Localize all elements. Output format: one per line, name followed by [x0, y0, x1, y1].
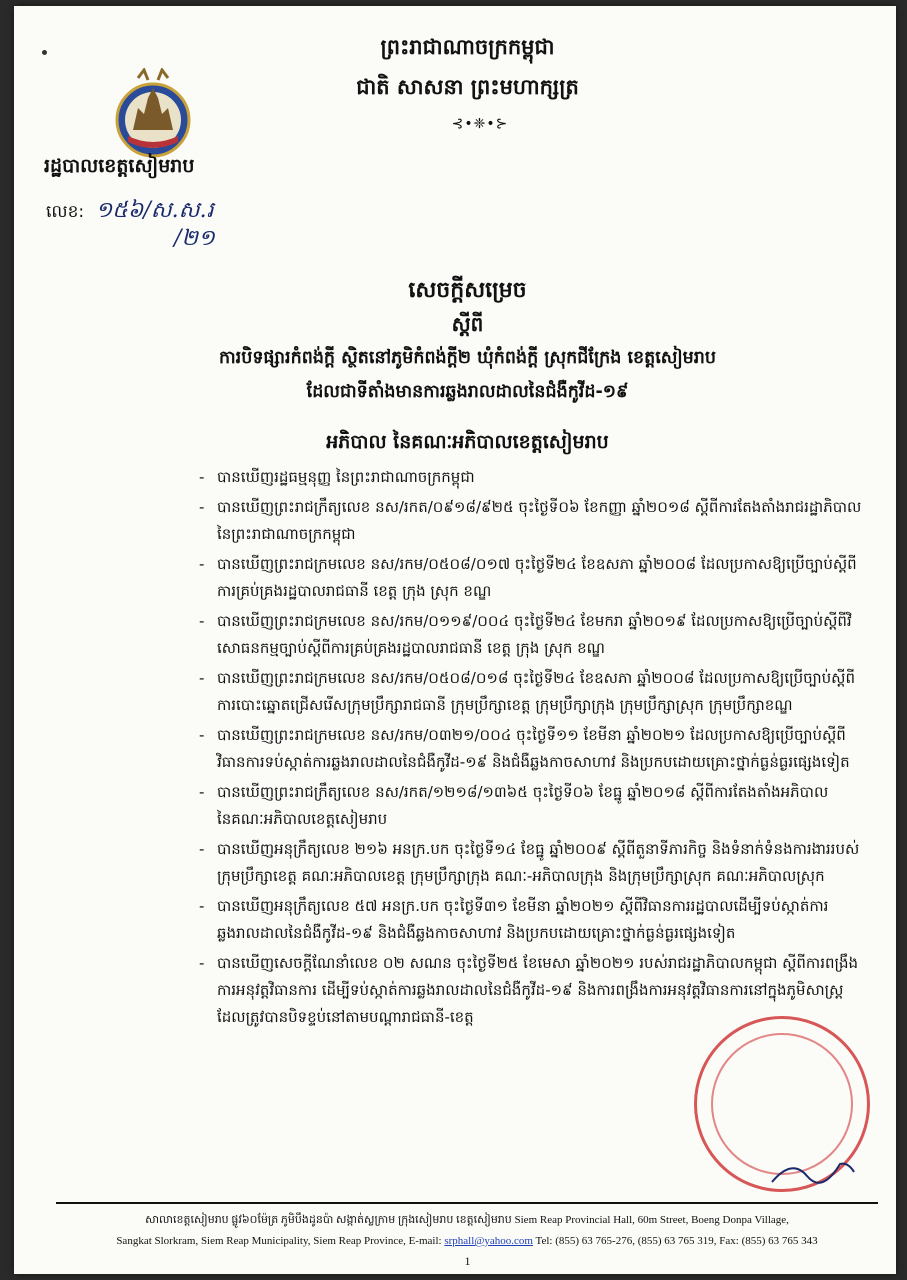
list-item: - បានឃើញព្រះរាជក្រមលេខ នស/រកម/០១១៩/០០៤ ចុះថ្ងៃទី២៤ ខែមករា ឆ្នាំ២០១៩ ដែលប្រកាសឱ្យប្រើច្បាប់ស្តីពីវិសោធនកម្មច្បាប់ស្តីពីការគ្រប់គ្រងរដ្ឋបាលរាជធានី ខេត្ត ក្រុង ស្រុក ខណ្ឌ	[197, 608, 869, 662]
list-item: - បានឃើញព្រះរាជក្រមលេខ នស/រកម/០៣២១/០០៤ ចុះថ្ងៃទី១១ ខែមីនា ឆ្នាំ២០២១ ដែលប្រកាសឱ្យប្រើច្បាប់ស្តីពីវិធានការទប់ស្កាត់ការឆ្លងរាលដាលនៃជំងឺកូវីដ-១៩ និងជំងឺឆ្លងកាចសាហាវ និងប្រកបដោយគ្រោះថ្នាក់ធ្ងន់ធ្ងរផ្សេងទៀត	[197, 722, 869, 776]
footer-address: សាលាខេត្តសៀមរាប ផ្លូវ៦០ម៉ែត្រ ភូមិបឹងដូនប៉ា សង្កាត់ស្លក្រាម ក្រុងសៀមរាប ខេត្តសៀមរាប Siem Reap Provincial Hall, 60m Street, Boeng Donpa Village,	[145, 1214, 789, 1226]
list-item: - បានឃើញរដ្ឋធម្មនុញ្ញ នៃព្រះរាជាណាចក្រកម្ពុជា	[197, 464, 869, 491]
list-item: - បានឃើញព្រះរាជក្រមលេខ នស/រកម/០៥០៨/០១៨ ចុះថ្ងៃទី២៤ ខែឧសភា ឆ្នាំ២០០៨ ដែលប្រកាសឱ្យប្រើច្បាប់ស្តីពីការបោះឆ្នោតជ្រើសរើសក្រុមប្រឹក្សារាជធានី ក្រុមប្រឹក្សាខេត្ត ក្រុមប្រឹក្សាក្រុង ក្រុមប្រឹក្សាស្រុក ក្រុមប្រឹក្សាខណ្ឌ	[197, 665, 869, 719]
footer-contact	[56, 1235, 878, 1247]
reference-label: លេខ:	[46, 202, 85, 222]
legal-basis-list	[197, 464, 869, 1034]
title-subject-line1: ការបិទផ្សារកំពង់ក្តី ស្ថិតនៅភូមិកំពង់ក្តី២ ឃុំកំពង់ក្តី ស្រុកជីក្រែង ខេត្តសៀមរាប	[219, 348, 716, 368]
list-item: - បានឃើញព្រះរាជក្រឹត្យលេខ នស/រកត/១២១៨/១៣៦៥ ចុះថ្ងៃទី០៦ ខែធ្នូ ឆ្នាំ២០១៨ ស្តីពីការតែងតាំងអភិបាល នៃគណៈអភិបាលខេត្តសៀមរាប	[197, 779, 869, 833]
governor-heading: អភិបាល នៃគណៈអភិបាលខេត្តសៀមរាប	[326, 431, 609, 453]
reference-handwritten: ១៥៦/ស.ស.រ	[95, 198, 214, 223]
list-item: - បានឃើញព្រះរាជក្រឹត្យលេខ នស/រកត/០៩១៨/៩២៥ ចុះថ្ងៃទី០៦ ខែកញ្ញា ឆ្នាំ២០១៨ ស្តីពីការតែងតាំងរាជរដ្ឋាភិបាល នៃព្រះរាជាណាចក្រកម្ពុជា	[197, 494, 869, 548]
provincial-emblem-logo	[108, 68, 198, 164]
kingdom-heading: ព្រះរាជាណាចក្រកម្ពុជា	[380, 35, 555, 59]
document-page	[14, 6, 896, 1274]
footer-contact-text: Sangkat Slorkram, Siem Reap Municipality, Siem Reap Province, E-mail:	[116, 1235, 445, 1247]
list-item: - បានឃើញព្រះរាជក្រមលេខ នស/រកម/០៥០៨/០១៧ ចុះថ្ងៃទី២៤ ខែឧសភា ឆ្នាំ២០០៨ ដែលប្រកាសឱ្យប្រើច្បាប់ស្តីពីការគ្រប់គ្រងរដ្ឋបាលរាជធានី ខេត្ត ក្រុង ស្រុក ខណ្ឌ	[197, 551, 869, 605]
issuing-authority: រដ្ឋបាលខេត្តសៀមរាប	[44, 155, 195, 177]
initial-signature	[762, 1154, 862, 1190]
document-title: សេចក្តីសម្រេច	[408, 278, 527, 303]
reference-handwritten-year: /២១	[174, 226, 215, 251]
list-item: - បានឃើញសេចក្តីណែនាំលេខ ០២ សណន ចុះថ្ងៃទី២៥ ខែមេសា ឆ្នាំ២០២១ របស់រាជរដ្ឋាភិបាលកម្ពុជា ស្តីពីការពង្រឹងការអនុវត្តវិធានការ ដើម្បីទប់ស្កាត់ការឆ្លងរាលដាលនៃជំងឺកូវីដ-១៩ និងការពង្រឹងការអនុវត្តវិធានការនៅក្នុងភូមិសាស្ត្រដែលត្រូវបានបិទខ្ទប់នៅតាមបណ្តារាជធានី-ខេត្ត	[197, 950, 869, 1031]
email-link[interactable]: srphall@yahoo.com	[444, 1235, 533, 1247]
title-about: ស្តីពី	[451, 312, 484, 336]
ornament-divider: ⊰•❈•⊱	[451, 116, 509, 132]
page-number: 1	[464, 1254, 471, 1268]
footer-divider	[56, 1202, 878, 1204]
motto-heading: ជាតិ សាសនា ព្រះមហាក្សត្រ	[356, 75, 579, 99]
footer-phone-text: Tel: (855) 63 765-276, (855) 63 765 319, Fax: (855) 63 765 343	[532, 1235, 818, 1247]
list-item: - បានឃើញអនុក្រឹត្យលេខ ២១៦ អនក្រ.បក ចុះថ្ងៃទី១៤ ខែធ្នូ ឆ្នាំ២០០៩ ស្តីពីតួនាទីភារកិច្ច និងទំនាក់ទំនងការងាររបស់ក្រុមប្រឹក្សាខេត្ត គណៈអភិបាលខេត្ត ក្រុមប្រឹក្សាក្រុង គណៈ-អភិបាលក្រុង និងក្រុមប្រឹក្សាស្រុក គណៈអភិបាលស្រុក	[197, 836, 869, 890]
title-subject-line2: ដែលជាទីតាំងមានការឆ្លងរាលដាលនៃជំងឺកូវីដ-១៩	[306, 382, 629, 402]
list-item: - បានឃើញអនុក្រឹត្យលេខ ៥៧ អនក្រ.បក ចុះថ្ងៃទី៣១ ខែមីនា ឆ្នាំ២០២១ ស្តីពីវិធានការរដ្ឋបាលដើម្បីទប់ស្កាត់ការឆ្លងរាលដាលនៃជំងឺកូវីដ-១៩ និងជំងឺឆ្លងកាចសាហាវ និងប្រកបដោយគ្រោះថ្នាក់ធ្ងន់ធ្ងរផ្សេងទៀត	[197, 893, 869, 947]
